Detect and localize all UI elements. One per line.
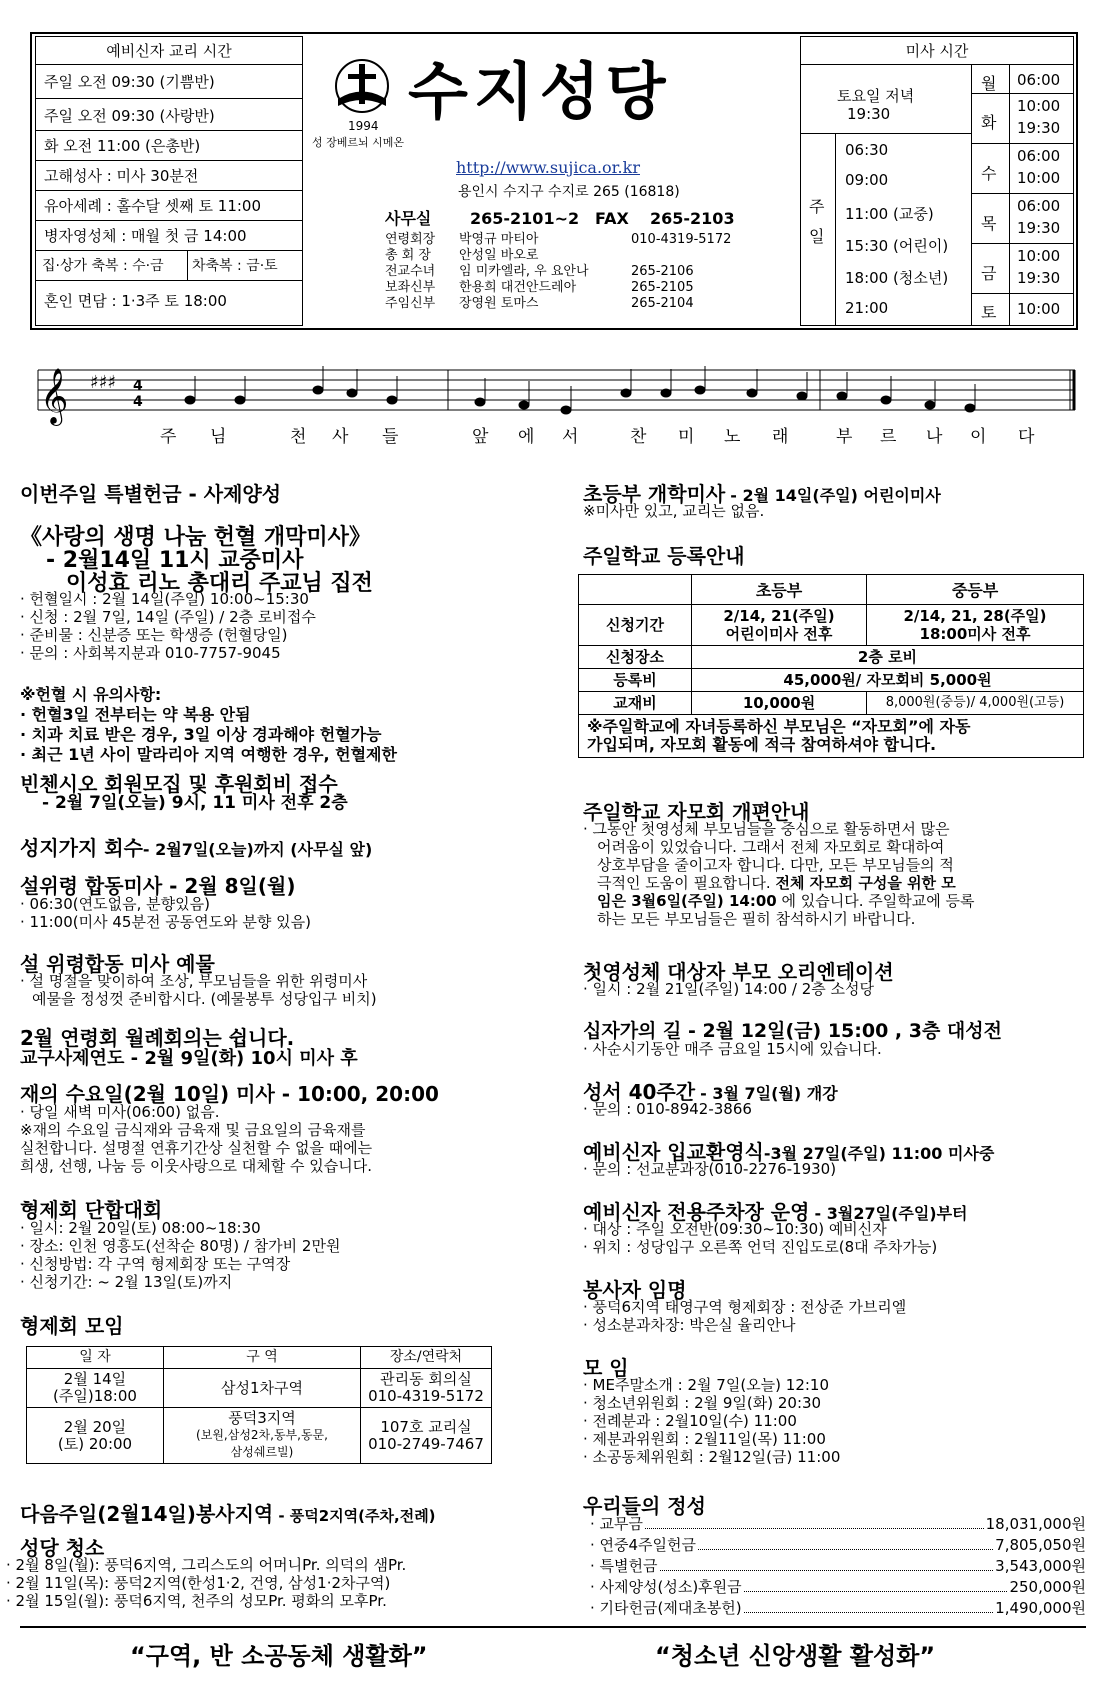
- list-item: [590, 1577, 1086, 1598]
- catechumen-parking-rest: - 3월27일(주일)부터: [814, 1204, 968, 1223]
- weekday-label: 금: [981, 264, 997, 283]
- svg-text:♯♯♯: ♯♯♯: [90, 372, 117, 393]
- table-header: 일 자: [27, 1347, 164, 1369]
- detail-line: · 2월 15일(월): 풍덕6지역, 천주의 성모Pr. 평화의 모후Pr.: [6, 1592, 387, 1610]
- staff-name: 임 미카엘라, 우 요안나: [459, 264, 589, 279]
- note-head: [621, 389, 631, 397]
- detail-line: · 헌혈일시 : 2월 14일(주일) 10:00~15:30: [20, 590, 309, 608]
- note-head: [965, 404, 975, 412]
- blood-donation-title: 《사랑의 생명 나눔 헌혈 개막미사》: [20, 525, 371, 550]
- lyric: 앞: [472, 427, 489, 447]
- weekday-time: 10:00: [1017, 300, 1061, 318]
- marriage-row: 혼인 면담 : 1·3주 토 18:00: [44, 292, 227, 310]
- house-blessing: 집·상가 축복 : 수·금: [36, 251, 188, 281]
- note-head: [797, 392, 807, 400]
- table-cell: 8,000원(중등)/ 4,000원(고등): [867, 692, 1084, 715]
- note-head: [837, 392, 847, 400]
- weekday-time: 06:00: [1017, 71, 1061, 89]
- detail-line: · 당일 새벽 미사(06:00) 없음.: [20, 1103, 220, 1121]
- lyric: 님: [210, 427, 227, 447]
- sunday-time: 21:00: [845, 299, 889, 317]
- lyric: 미: [678, 427, 695, 447]
- detail-text: 극적인 도움이 필요합니다.: [597, 874, 771, 892]
- lyric: 래: [772, 427, 789, 447]
- brotherhood-meeting-table: [26, 1346, 492, 1464]
- list-item: [590, 1556, 1086, 1577]
- table-cell: (보원,삼성2차,동부,동문,: [196, 1428, 328, 1442]
- note-head: [747, 389, 757, 397]
- weekday-time: 10:00: [1017, 97, 1061, 115]
- lyric: 서: [562, 427, 579, 447]
- detail-line: · 일시: 2월 20일(토) 08:00~18:30: [20, 1219, 261, 1237]
- weekday-label: 화: [981, 113, 997, 132]
- lunar-mass-title: 설위령 합동미사 - 2월 8일(월): [20, 874, 296, 898]
- sat-label: 토요일 저녁: [837, 87, 915, 105]
- staff-phone: 010-4319-5172: [631, 232, 732, 247]
- parents-group-title: 주일학교 자모회 개편안내: [583, 800, 810, 824]
- caution-line: · 치과 치료 받은 경우, 3일 이상 경과해야 헌혈가능: [20, 725, 382, 744]
- catechism-box: [35, 36, 303, 326]
- offering-label: · 특별헌금: [590, 1557, 658, 1575]
- table-header: 구 역: [164, 1347, 361, 1369]
- brotherhood-meeting-title: 형제회 모임: [20, 1314, 124, 1338]
- lyric: 나: [926, 427, 943, 447]
- lunar-mass-details: [20, 895, 311, 931]
- staff-name: 한용희 대건안드레아: [459, 280, 577, 295]
- sunday-label: 주일: [809, 197, 825, 246]
- first-communion-title: 첫영성체 대상자 부모 오리엔테이션: [583, 960, 894, 984]
- detail-line: · 신청 : 2월 7일, 14일 (주일) / 2층 로비접수: [20, 608, 316, 626]
- detail-line: · 2월 11일(목): 풍덕2지역(한성1·2, 건영, 삼성1·2차구역): [6, 1574, 391, 1592]
- sunday-time: 11:00 (교중): [845, 205, 934, 223]
- table-row: [579, 692, 1084, 715]
- caution-line: · 헌혈3일 전부터는 약 복용 안됨: [20, 705, 251, 724]
- sunday-school-title: 주일학교 등록안내: [583, 544, 745, 568]
- svg-text:4: 4: [133, 394, 143, 410]
- weekday-time: 19:30: [1017, 119, 1061, 137]
- staff-name: 장영원 토마스: [459, 296, 539, 311]
- catechumen-parking-title: 예비신자 전용주차장 운영: [583, 1200, 810, 1224]
- table-cell: 신청기간: [579, 605, 692, 646]
- detail-line: · 설 명절을 맞이하여 조상, 부모님들을 위한 위령미사: [20, 972, 368, 990]
- note-head: [925, 401, 935, 409]
- detail-line: · 청소년위원회 : 2월 9일(화) 20:30: [583, 1394, 822, 1412]
- volunteer-appointment-title: 봉사자 임명: [583, 1278, 687, 1302]
- lyric: 부: [836, 427, 853, 447]
- detail-line: 희생, 선행, 나눔 등 이웃사랑으로 대체할 수 있습니다.: [20, 1157, 372, 1175]
- detail-line: · 전례분과 : 2월10일(수) 11:00: [583, 1412, 797, 1430]
- detail-line: 하는 모든 부모님들은 필히 참석하시기 바랍니다.: [597, 910, 916, 928]
- staff-phone: 265-2104: [631, 296, 694, 311]
- detail-line: · 제분과위원회 : 2월11일(목) 11:00: [583, 1430, 826, 1448]
- table-cell: 등록비: [579, 669, 692, 692]
- parents-group-details: [583, 820, 974, 928]
- table-row: [579, 605, 1084, 646]
- note-head: [313, 386, 323, 394]
- sunday-time: 09:00: [845, 171, 889, 189]
- staff-role: 보좌신부: [385, 280, 436, 295]
- note-head: [661, 389, 671, 397]
- vincent-sub: - 2월 7일(오늘) 9시, 11 미사 전후 2층: [42, 793, 348, 813]
- first-communion-line: · 일시 : 2월 21일(주일) 14:00 / 2층 소성당: [583, 980, 875, 998]
- note-head: [185, 396, 195, 404]
- weekday-label: 토: [981, 303, 997, 322]
- offering-label: · 교무금: [590, 1515, 644, 1533]
- note-head: [519, 401, 529, 409]
- lyric: 사: [332, 427, 349, 447]
- table-cell: 010-4319-5172: [368, 1387, 484, 1405]
- sunday-time: 18:00 (청소년): [845, 269, 949, 287]
- palm-return-title: 성지가지 회수: [20, 836, 143, 860]
- detail-line: · 위치 : 성당입구 오른쪽 언덕 진입도로(8대 주차가능): [583, 1238, 938, 1256]
- lyric: 주: [160, 427, 177, 447]
- detail-line: · 대상 : 주일 오전반(09:30~10:30) 예비신자: [583, 1220, 887, 1238]
- children-mass-note: ※미사만 있고, 교리는 없음.: [583, 502, 765, 520]
- detail-line: 예물을 정성껏 준비합시다. (예물봉투 성당입구 비치): [32, 990, 377, 1008]
- detail-line: · 성소분과차장: 박은실 율리안나: [583, 1316, 796, 1334]
- detail-line: · 준비물 : 신분증 또는 학생증 (헌혈당일): [20, 626, 288, 644]
- sat-time: 19:30: [847, 105, 891, 123]
- table-cell: 45,000원/ 자모회비 5,000원: [692, 669, 1084, 692]
- weekday-time: 06:00: [1017, 147, 1061, 165]
- lyrics-row: [150, 428, 1050, 452]
- lunar-offering-title: 설 위령합동 미사 예물: [20, 952, 215, 976]
- staff-phone: 265-2105: [631, 280, 694, 295]
- table-cell: 삼성쉐르빌): [230, 1445, 294, 1459]
- list-item: [590, 1535, 1086, 1556]
- table-header: 장소/연락처: [361, 1347, 492, 1369]
- table-note: 가입되며, 자모회 활동에 적극 참여하셔야 합니다.: [587, 735, 937, 754]
- catechism-row: 화 오전 11:00 (은총반): [36, 131, 302, 161]
- staff-list: [385, 232, 765, 312]
- list-item: [590, 1514, 1086, 1535]
- detail-bold: 임은 3월6일(주일) 14:00: [597, 892, 777, 910]
- brotherhood-rally-title: 형제회 단합대회: [20, 1198, 163, 1222]
- weekday-time: 19:30: [1017, 269, 1061, 287]
- office-phone: 265-2101~2: [470, 209, 580, 228]
- table-cell: 관리동 회의실: [380, 1370, 472, 1388]
- svg-text:𝄞: 𝄞: [40, 368, 69, 424]
- table-row: [27, 1408, 492, 1464]
- sunday-time: 06:30: [845, 141, 889, 159]
- table-cell: 107호 교리실: [380, 1417, 472, 1436]
- brotherhood-rally-details: [20, 1219, 340, 1291]
- table-cell: 신청장소: [579, 646, 692, 669]
- weekday-time: 06:00: [1017, 197, 1061, 215]
- offering-amount: 7,805,050원: [995, 1536, 1086, 1554]
- staff-name: 박영규 마티아: [459, 232, 539, 247]
- bible-study-title: 성서 40주간: [583, 1080, 696, 1104]
- bible-study-rest: - 3월 7일(월) 개강: [700, 1084, 838, 1103]
- lyric: 르: [880, 427, 897, 447]
- table-cell: 교재비: [579, 692, 692, 715]
- volunteer-appointment-details: [583, 1298, 906, 1334]
- lyric: 에: [518, 427, 535, 447]
- table-note: ※주일학교에 자녀등록하신 부모님은 “자모회”에 자동: [587, 717, 971, 736]
- palm-return: [20, 832, 372, 861]
- sunday-school-table: [578, 574, 1084, 758]
- detail-line: · 문의 : 사회복지분과 010-7757-9045: [20, 644, 281, 662]
- parish-name: 수지성당: [408, 55, 672, 128]
- stations-line: · 사순시기동안 매주 금요일 15시에 있습니다.: [583, 1040, 882, 1058]
- offering-amount: 3,543,000원: [995, 1557, 1086, 1575]
- table-row: [579, 646, 1084, 669]
- offering-label: · 연중4주일헌금: [590, 1536, 697, 1554]
- table-row: [579, 715, 1084, 758]
- staff-role: 전교수녀: [385, 264, 436, 279]
- table-cell: 어린이미사 전후: [725, 625, 833, 643]
- list-item: [590, 1598, 1086, 1619]
- parish-logo: [330, 54, 404, 120]
- note-head: [695, 386, 705, 394]
- detail-line: · 11:00(미사 45분전 공동연도와 분향 있음): [20, 913, 311, 931]
- table-header: 중등부: [867, 575, 1084, 605]
- lyric: 다: [1018, 427, 1035, 447]
- mass-times-box: [800, 36, 1074, 326]
- detail-line: · 그동안 첫영성체 부모님들을 중심으로 활동하면서 많은: [583, 820, 950, 838]
- parish-address: 용인시 수지구 수지로 265 (16818): [458, 184, 680, 200]
- detail-line: 실천합니다. 설명절 연휴기간상 실천할 수 없을 때에는: [20, 1139, 373, 1157]
- stations-title: 십자가의 길 - 2월 12일(금) 15:00 , 3층 대성전: [583, 1020, 1002, 1042]
- note-head: [235, 396, 245, 404]
- donation-caution-list: [20, 705, 397, 765]
- catechism-row: 주일 오전 09:30 (기쁨반): [36, 65, 302, 99]
- staff-role: 연령회장: [385, 232, 436, 247]
- note-head: [881, 396, 891, 404]
- staff-role: 총 회 장: [385, 248, 431, 263]
- children-mass-title: 초등부 개학미사: [583, 482, 726, 506]
- sunday-time: 15:30 (어린이): [845, 237, 949, 255]
- detail-line: · ME주말소개 : 2월 7일(오늘) 12:10: [583, 1376, 830, 1394]
- lyric: 들: [382, 427, 399, 447]
- staff-phone: 265-2106: [631, 264, 694, 279]
- offerings-list: [590, 1514, 1086, 1619]
- blood-donation-details: [20, 590, 316, 662]
- staff-name: 안성일 바오로: [459, 248, 539, 263]
- footer-rule: [20, 1626, 1086, 1628]
- table-cell: 010-2749-7467: [368, 1434, 484, 1453]
- note-head: [475, 398, 485, 406]
- table-cell: 2/14, 21(주일): [723, 607, 835, 625]
- offering-label: · 기타헌금(제대초봉헌): [590, 1599, 742, 1617]
- table-cell: (주일)18:00: [53, 1387, 137, 1405]
- offerings-title: 우리들의 정성: [583, 1494, 706, 1518]
- table-cell: 풍덕3지역: [228, 1409, 296, 1427]
- logo-year: 1994: [348, 119, 379, 133]
- note-head: [347, 389, 357, 397]
- footer-slogan-left: “구역, 반 소공동체 생활화”: [130, 1642, 428, 1670]
- offering-amount: 18,031,000원: [985, 1515, 1086, 1533]
- lyric: 찬: [630, 427, 647, 447]
- palm-return-rest: - 2월7일(오늘)까지 (사무실 앞): [142, 840, 373, 859]
- ash-wednesday-title: 재의 수요일(2월 10일) 미사 - 10:00, 20:00: [20, 1082, 439, 1106]
- caution-line: · 최근 1년 사이 말라리아 지역 여행한 경우, 헌혈제한: [20, 745, 397, 764]
- table-row: [27, 1369, 492, 1408]
- blood-donation-celebrant: 이성효 리노 총대리 주교님 집전: [66, 571, 373, 596]
- office-label: 사무실: [385, 209, 432, 228]
- table-header: 초등부: [692, 575, 867, 605]
- offering-label: · 사제양성(성소)후원금: [590, 1578, 742, 1596]
- table-row: [579, 669, 1084, 692]
- table-cell: 10,000원: [692, 692, 867, 715]
- detail-line: · 2월 8일(월): 풍덕6지역, 그리스도의 어머니Pr. 의덕의 샘Pr.: [6, 1556, 407, 1574]
- note-head: [561, 406, 571, 414]
- sick-communion-row: 병자영성체 : 매월 첫 금 14:00: [36, 221, 302, 251]
- bible-study-line: · 문의 : 010-8942-3866: [583, 1100, 752, 1118]
- table-cell: (토) 20:00: [57, 1434, 133, 1453]
- baptism-row: 유아세례 : 홀수달 셋째 토 11:00: [36, 191, 302, 221]
- weekday-label: 월: [981, 74, 997, 93]
- catechism-title: 예비신자 교리 시간: [36, 37, 302, 65]
- children-mass-rest: - 2월 14일(주일) 어린이미사: [730, 486, 941, 505]
- blood-donation-mass: - 2월14일 11시 교중미사: [46, 548, 304, 573]
- table-cell: 2/14, 21, 28(주일): [903, 607, 1047, 625]
- service-area-rest: - 풍덕2지역(주차,전례): [278, 1507, 436, 1525]
- detail-bold: 전체 자모회 구성을 위한 모: [775, 874, 956, 892]
- catechumen-welcome-line: · 문의 : 선교분과장(010-2276-1930): [583, 1160, 837, 1178]
- detail-text: 에 있습니다. 주일학교에 등록: [781, 892, 975, 910]
- lyric: 이: [970, 427, 987, 447]
- staff-role: 주임신부: [385, 296, 436, 311]
- table-cell: 2월 20일: [63, 1417, 127, 1436]
- weekday-time: 10:00: [1017, 247, 1061, 265]
- detail-line: · 06:30(연도없음, 분향있음): [20, 895, 210, 913]
- table-cell: 삼성1차구역: [221, 1378, 303, 1397]
- donation-caution-title: ※헌혈 시 유의사항:: [20, 685, 162, 704]
- detail-line: · 장소: 인천 영흥도(선착순 80명) / 참가비 2만원: [20, 1237, 341, 1255]
- meetings-title: 모 임: [583, 1356, 629, 1380]
- table-cell: 2월 14일: [63, 1370, 127, 1388]
- fax-label: FAX: [595, 209, 629, 228]
- detail-line: 상호부담을 줄이고자 합니다. 다만, 모든 부모님들의 적: [597, 856, 954, 874]
- logo-caption: 성 장베르뇌 시메온: [312, 136, 405, 149]
- car-blessing: 차축복 : 금·토: [188, 251, 302, 281]
- catechumen-welcome-title: 예비신자 입교환영식: [583, 1140, 764, 1164]
- detail-line: 어려움이 있었습니다. 그래서 전체 자모회로 확대하여: [597, 838, 945, 856]
- table-cell: 18:00미사 전후: [919, 625, 1031, 643]
- catechism-row: 주일 오전 09:30 (사랑반): [36, 99, 302, 131]
- weekday-time: 10:00: [1017, 169, 1061, 187]
- svg-text:4: 4: [133, 378, 143, 394]
- music-staff: [30, 360, 1080, 430]
- table-cell: 2층 로비: [692, 646, 1084, 669]
- detail-line: · 신청방법: 각 구역 형제회장 또는 구역장: [20, 1255, 291, 1273]
- catechumen-parking-details: [583, 1220, 937, 1256]
- offering-amount: 250,000원: [1009, 1578, 1086, 1596]
- weekday-label: 수: [981, 164, 997, 183]
- detail-line: ※재의 수요일 금식재와 금육재 및 금요일의 금육재를: [20, 1121, 366, 1139]
- lunar-offering-details: [20, 972, 377, 1008]
- note-head: [387, 396, 397, 404]
- service-area: [20, 1498, 436, 1527]
- detail-line: · 소공동체위원회 : 2월12일(금) 11:00: [583, 1448, 841, 1466]
- cleaning-title: 성당 청소: [20, 1536, 105, 1560]
- fax-phone: 265-2103: [650, 209, 735, 228]
- catechumen-welcome-rest: -3월 27일(주일) 11:00 미사중: [763, 1144, 995, 1163]
- funeral-meeting-title: 2월 연령회 월례회의는 쉽니다.: [20, 1026, 295, 1050]
- vincent-title: 빈첸시오 회원모집 및 후원회비 접수: [20, 772, 338, 796]
- service-area-title: 다음주일(2월14일)봉사지역: [20, 1502, 274, 1526]
- diocese-priest-title: 교구사제연도 - 2월 9일(화) 10시 미사 후: [20, 1048, 358, 1069]
- footer-slogan-right: “청소년 신앙생활 활성화”: [655, 1642, 936, 1670]
- weekday-time: 19:30: [1017, 219, 1061, 237]
- weekday-label: 목: [981, 214, 997, 233]
- cleaning-list: [6, 1556, 406, 1610]
- special-offering-title: 이번주일 특별헌금 - 사제양성: [20, 482, 282, 506]
- offering-amount: 1,490,000원: [995, 1599, 1086, 1617]
- ash-wednesday-details: [20, 1103, 372, 1175]
- parish-url-link[interactable]: http://www.sujica.or.kr: [456, 158, 640, 177]
- confession-row: 고해성사 : 미사 30분전: [36, 161, 302, 191]
- lyric: 천: [290, 427, 307, 447]
- detail-line: · 풍덕6지역 태영구역 형제회장 : 전상준 가브리엘: [583, 1298, 907, 1316]
- detail-line: · 신청기간: ~ 2월 13일(토)까지: [20, 1273, 233, 1291]
- meetings-list: [583, 1376, 840, 1466]
- mass-title: 미사 시간: [801, 37, 1073, 65]
- lyric: 노: [724, 427, 741, 447]
